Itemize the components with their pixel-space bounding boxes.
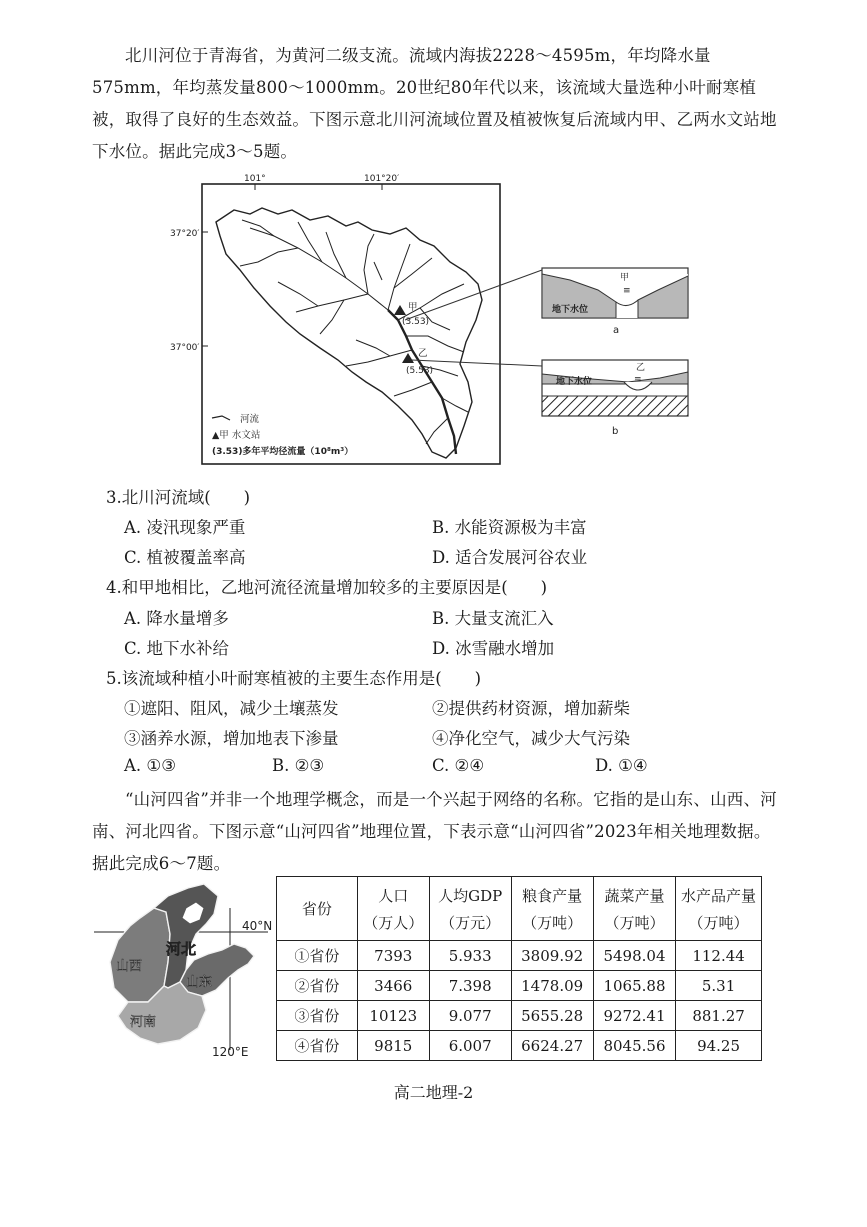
table-row: ③省份 10123 9.077 5655.28 9272.41 881.27 — [277, 1001, 762, 1031]
basin-map-figure — [150, 170, 710, 470]
q4-option-b[interactable]: B. 大量支流汇入 — [432, 609, 554, 628]
q4-option-a[interactable]: A. 降水量增多 — [124, 609, 229, 628]
intro-paragraph-1: 北川河位于青海省，为黄河二级支流。流域内海拔2228～4595m，年均降水量575mm，年均蒸发量800～1000mm。20世纪80年代以来，该流域大量选种小叶耐寒植被，取得了良好的生态效益。下图示意北川河流域位置及植被恢复后流域内甲、乙两水文站地下水位。据此完成3～5题。 — [92, 46, 777, 161]
q4-option-d[interactable]: D. 冰雪融水增加 — [432, 639, 555, 658]
header-grain: 粮食产量 （万吨） — [511, 877, 593, 941]
section-b-station: 乙 — [636, 363, 646, 373]
q4-stem: 4.和甲地相比，乙地河流径流量增加较多的主要原因是( ) — [106, 578, 548, 597]
table-row: ①省份 7393 5.933 3809.92 5498.04 112.44 — [277, 941, 762, 971]
q3-option-a[interactable]: A. 凌汛现象严重 — [124, 518, 246, 537]
cross-section-a — [542, 268, 688, 336]
longitude-label-2: 101°20′ — [364, 174, 400, 184]
legend-flow-label: (3.53)多年平均径流量（10⁸m³） — [212, 447, 354, 457]
section-a-station: 甲 — [620, 273, 630, 283]
table-row: ④省份 9815 6.007 6624.27 8045.56 94.25 — [277, 1031, 762, 1061]
q5-option-c[interactable]: C. ②④ — [432, 756, 485, 775]
shandong-label: 山东 — [186, 975, 213, 990]
four-provinces-map — [88, 878, 278, 1058]
bedrock-b — [542, 396, 688, 416]
header-aquatic: 水产品产量 （万吨） — [676, 877, 762, 941]
svg-text:≡: ≡ — [634, 375, 642, 385]
table-row: ②省份 3466 7.398 1478.09 1065.88 5.31 — [277, 971, 762, 1001]
latitude-label-1: 37°20′ — [170, 229, 200, 239]
station-yi-flow: (5.53) — [406, 366, 434, 376]
q4-option-c[interactable]: C. 地下水补给 — [124, 639, 230, 658]
q5-option-a[interactable]: A. ①③ — [124, 756, 176, 775]
q3-stem: 3.北川河流域( ) — [106, 488, 251, 507]
q5-statement-1: ①遮阳、阻风，减少土壤蒸发 — [124, 699, 339, 718]
shanxi-province — [110, 908, 170, 1002]
cross-section-b — [542, 360, 688, 437]
four-provinces-data-table — [276, 876, 762, 1061]
legend-station-label: ▲甲 水文站 — [212, 430, 261, 441]
section-a-caption: a — [613, 325, 620, 336]
q3-option-c[interactable]: C. 植被覆盖率高 — [124, 548, 246, 567]
legend-river-label: 河流 — [240, 414, 260, 425]
q5-option-b[interactable]: B. ②③ — [272, 756, 325, 775]
station-jia-flow: (3.53) — [402, 317, 430, 327]
river-legend-icon — [212, 416, 230, 420]
q5-stem: 5.该流域种植小叶耐寒植被的主要生态作用是( ) — [106, 669, 482, 688]
page-footer: 高二地理-2 — [393, 1083, 474, 1102]
q3-option-d[interactable]: D. 适合发展河谷农业 — [432, 548, 588, 567]
header-vegetable: 蔬菜产量 （万吨） — [593, 877, 675, 941]
shanxi-label: 山西 — [116, 959, 143, 974]
header-province: 省份 — [277, 877, 358, 941]
header-gdp: 人均GDP （万元） — [429, 877, 511, 941]
header-population: 人口 （万人） — [357, 877, 429, 941]
table-header-row — [277, 877, 762, 941]
svg-text:≡: ≡ — [623, 286, 631, 296]
longitude-label-1: 101° — [244, 174, 266, 184]
q5-statement-4: ④净化空气，减少大气污染 — [432, 729, 630, 748]
q3-option-b[interactable]: B. 水能资源极为丰富 — [432, 518, 587, 537]
section-b-caption: b — [612, 426, 619, 437]
section-a-water-label: 地下水位 — [552, 305, 589, 315]
station-jia-label: 甲 — [408, 302, 418, 313]
longitude-120e-label: 120°E — [212, 1045, 249, 1058]
henan-label: 河南 — [130, 1015, 157, 1030]
section-b-water-label: 地下水位 — [556, 377, 593, 387]
q5-option-d[interactable]: D. ①④ — [595, 756, 648, 775]
hebei-label: 河北 — [166, 940, 197, 958]
latitude-40n-label: 40°N — [242, 919, 273, 933]
q5-statement-2: ②提供药材资源，增加薪柴 — [432, 699, 630, 718]
latitude-label-2: 37°00′ — [170, 343, 200, 353]
station-yi-label: 乙 — [418, 348, 428, 359]
intro-paragraph-2: “山河四省”并非一个地理学概念，而是一个兴起于网络的名称。它指的是山东、山西、河南、河北四省。下图示意“山河四省”地理位置，下表示意“山河四省”2023年相关地理数据。据此完成6～7题。 — [92, 790, 777, 873]
basin-map-legend — [212, 413, 353, 457]
q5-statement-3: ③涵养水源，增加地表下渗量 — [124, 729, 339, 748]
